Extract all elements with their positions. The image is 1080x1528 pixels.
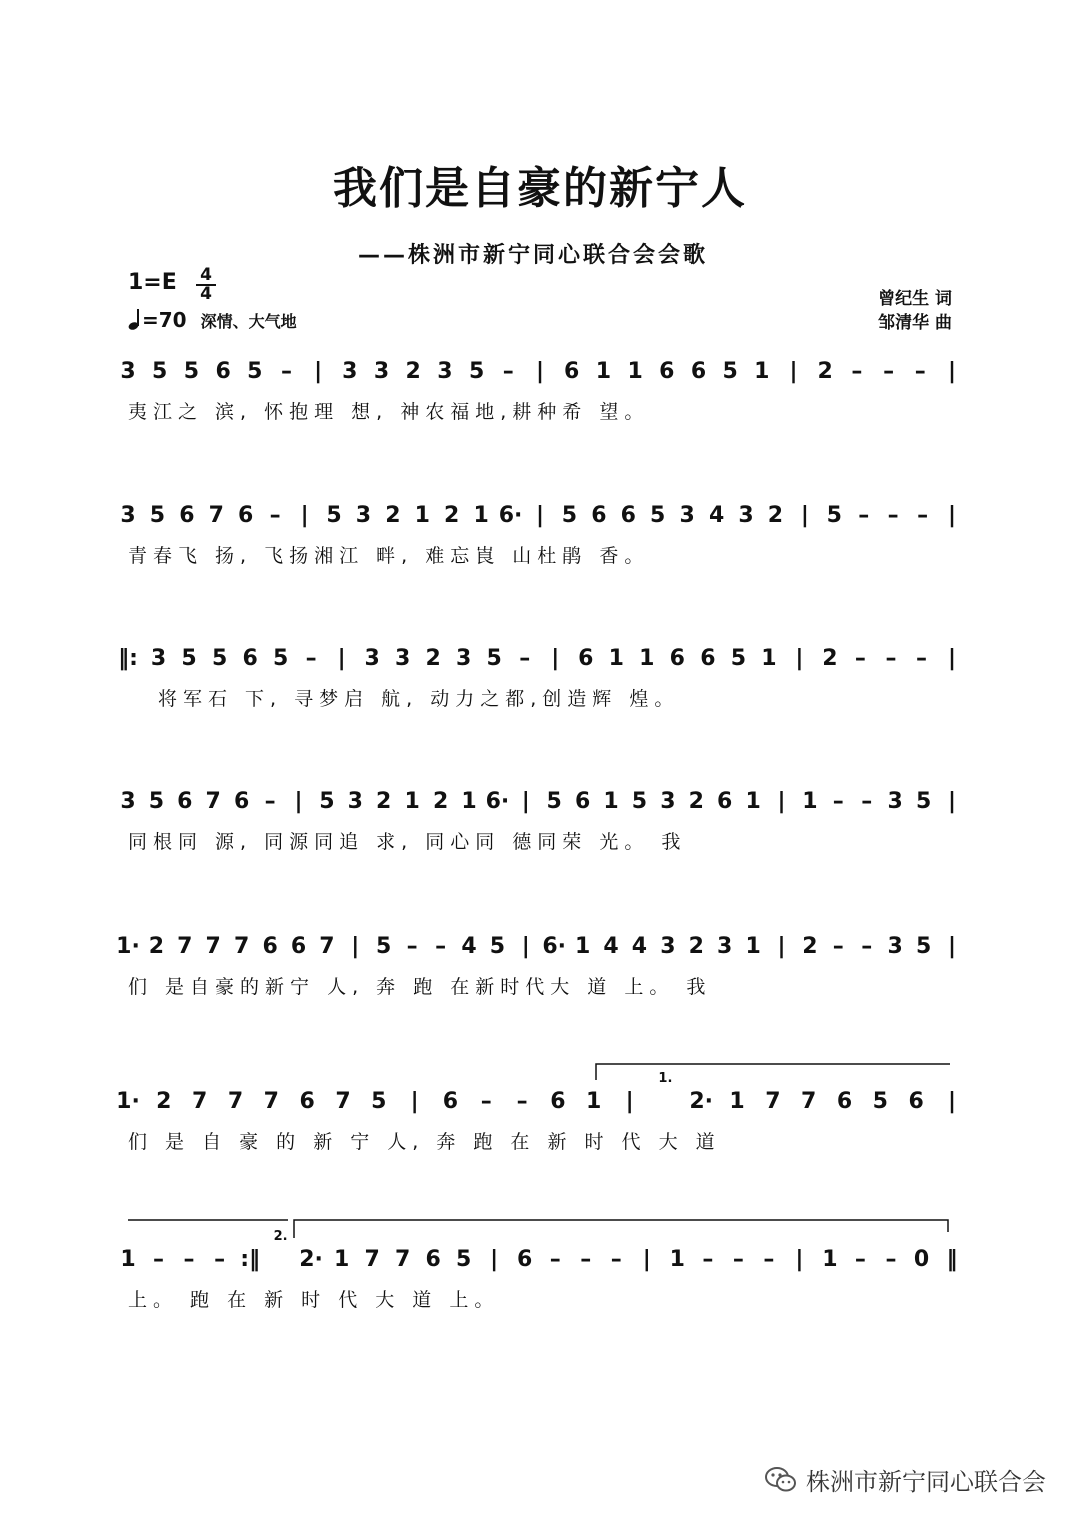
note: 7 [208,503,224,528]
note: – [610,1247,622,1272]
note: 1 [669,1247,685,1272]
barline: ‖: [118,646,138,671]
note: 1 [754,359,770,384]
note: 6 [700,646,716,671]
barline: | [351,934,360,959]
note: 2 [425,646,441,671]
lyricist-credit: 曾纪生 词 [878,289,952,309]
score-line [118,646,956,710]
note: 5 [181,646,197,671]
note: – [917,503,929,528]
note: – [305,646,317,671]
score-line [116,1071,956,1153]
note: 5 [872,1089,888,1114]
note: 5 [376,934,392,959]
note: 1 [802,789,818,814]
score-line [116,934,956,998]
key-signature: 1=E [128,270,177,295]
barline: ‖ [946,1247,958,1272]
note: 2 [688,934,704,959]
note: – [885,646,897,671]
barline: | [337,646,346,671]
score-line [120,789,956,853]
barline: | [789,359,798,384]
lyric-line: 们 是自豪的新宁 人, 奔 跑 在新时代大 道 上。 我 [128,976,712,998]
note: 5 [247,359,263,384]
note: 7 [765,1089,781,1114]
wechat-icon [764,1465,798,1495]
note: – [153,1247,164,1272]
note: 7 [335,1089,351,1114]
note: 2 [148,934,165,959]
barline: | [535,503,545,528]
note: 1 [461,789,477,814]
note: 5 [486,646,502,671]
note-row [120,359,956,384]
note: 5 [489,934,506,959]
note: – [406,934,418,959]
note: – [885,1247,897,1272]
note: 3 [120,503,136,528]
note: – [883,359,895,384]
lyric-line: 夷江之 滨, 怀抱理 想, 神农福地,耕种希 望。 [128,401,650,423]
note: 2 [376,789,392,814]
note: 1· [116,1089,140,1114]
note: 5 [148,789,165,814]
note: 3 [373,359,390,384]
note: – [281,359,292,384]
note: 4 [461,934,477,959]
note: 2· [299,1247,323,1272]
note: 1 [414,503,430,528]
note: 5 [826,503,842,528]
note: 1 [473,503,489,528]
note: 4 [708,503,725,528]
note: 2 [802,934,818,959]
note-row [120,789,956,814]
note: 3 [660,789,676,814]
lyric-row [158,688,679,710]
volta-number: 2. [273,1229,288,1244]
tempo-expression: 深情、大气地 [200,312,297,331]
note: 1 [639,646,655,671]
note: 1 [120,1247,136,1272]
lyric-line: 同根同 源, 同源同追 求, 同心同 德同荣 光。 我 [128,831,687,853]
note: 2 [405,359,421,384]
lyric-row [128,400,649,423]
score-line [120,359,956,423]
lyric-row [128,831,686,853]
note: 6 [262,934,278,959]
note: 6 [578,646,594,671]
barline: | [300,503,309,528]
note: 5 [183,359,200,384]
barline: | [642,1247,651,1272]
barline: | [947,503,957,528]
note: – [214,1247,226,1272]
note: 5 [561,503,578,528]
note: 1 [404,789,420,814]
barline: | [947,359,957,384]
note: 6 [242,646,258,671]
note: – [519,646,531,671]
note: 3 [364,646,380,671]
note: 3 [717,934,733,959]
barline: | [800,503,809,528]
note: 5 [326,503,342,528]
note: 4 [631,934,648,959]
note: 5 [722,359,738,384]
note: 7 [205,934,221,959]
score-line [120,1229,957,1311]
score-lines [116,359,957,1311]
page-subtitle: ——株洲市新宁同心联合会会歌 [358,243,709,268]
barline: | [625,1089,634,1114]
note: 2 [767,503,784,528]
note: 1 [608,646,624,671]
note: 6· [542,934,567,959]
note: 6 [690,359,707,384]
note: 3 [355,503,372,528]
note: 1 [333,1247,350,1272]
note: – [435,934,447,959]
note: – [183,1247,195,1272]
note: 2 [385,503,401,528]
note: – [832,934,844,959]
note: 5 [650,503,666,528]
note: – [502,359,514,384]
barline: :‖ [240,1247,261,1272]
note: 6 [564,359,580,384]
note: 6 [591,503,607,528]
note: 6 [290,934,307,959]
barline: | [521,934,530,959]
note: 3 [679,503,695,528]
volta-number: 1. [658,1071,673,1086]
barline: | [551,646,560,671]
note-row [120,503,956,528]
note: 6 [177,789,193,814]
note: 3 [120,359,136,384]
note: – [861,934,873,959]
note: – [580,1247,592,1272]
tempo-value: =70 [142,308,187,332]
barline: | [947,1089,957,1114]
note: – [516,1089,528,1114]
note: 6 [620,503,636,528]
note: 7 [234,934,250,959]
score-line [120,503,956,567]
lyric-row [128,976,711,998]
barline: | [777,789,786,814]
note: 5 [319,789,335,814]
note: – [832,789,844,814]
barline: | [795,646,804,671]
note: – [861,789,873,814]
time-signature-top: 4 [200,265,212,285]
note: 7 [177,934,193,959]
note: – [702,1247,714,1272]
note: 6 [215,359,231,384]
note: – [851,359,863,384]
watermark [764,1462,1046,1497]
note: – [264,789,276,814]
barline: | [521,789,530,814]
lyric-line: 上。 跑 在 新 时 代 大 道 上。 [128,1289,500,1311]
note: 1 [603,789,619,814]
note: 6 [425,1247,441,1272]
note: 3 [887,934,903,959]
note: 2 [432,789,449,814]
note: – [914,359,926,384]
note: 3 [150,646,167,671]
note: 6· [485,789,510,814]
note: 1· [116,934,140,959]
note: 7 [227,1089,244,1114]
note: 2 [444,503,460,528]
note: 6 [836,1089,853,1114]
note: 7 [263,1089,279,1114]
note: – [854,646,866,671]
note: 5 [915,789,932,814]
note: 5 [371,1089,387,1114]
lyric-line: 青春飞 扬, 飞扬湘江 畔, 难忘崀 山杜鹃 香。 [128,545,650,567]
note: 5 [272,646,289,671]
note: 7 [364,1247,380,1272]
note: 6· [498,503,523,528]
lyric-line: 将军石 下, 寻梦启 航, 动力之都,创造辉 煌。 [158,688,680,710]
note: – [732,1247,744,1272]
note: 7 [205,789,221,814]
note: 3 [456,646,472,671]
lyric-row [128,1131,721,1153]
barline: | [795,1247,804,1272]
barline: | [535,359,545,384]
note: 2 [156,1089,172,1114]
barline: | [410,1089,419,1114]
note: 5 [546,789,562,814]
note: – [480,1089,492,1114]
note: 3 [120,789,136,814]
barline: | [777,934,786,959]
note-row [116,1071,956,1114]
barline: | [947,934,957,959]
note: 1 [595,359,612,384]
note: 5 [468,359,485,384]
note: 1 [745,789,761,814]
watermark-text: 株洲市新宁同心联合会 [806,1468,1046,1496]
barline: | [294,789,303,814]
note-row [120,1229,957,1272]
note: 2 [822,646,838,671]
note: 2· [689,1089,714,1114]
note: 2 [688,789,704,814]
note: 0 [913,1247,930,1272]
note: 1 [729,1089,745,1114]
barline: | [490,1247,499,1272]
barline: | [947,789,957,814]
note: 3 [347,789,363,814]
note: 6 [299,1089,315,1114]
note: 6 [238,503,254,528]
note: – [887,503,899,528]
note: 1 [574,934,591,959]
note: 5 [152,359,168,384]
note: 5 [631,789,648,814]
note: – [916,646,927,671]
note: 3 [738,503,754,528]
lyric-row [128,1289,499,1311]
note: 1 [745,934,761,959]
page-title: 我们是自豪的新宁人 [333,163,747,214]
note: 3 [342,359,358,384]
note: – [763,1247,775,1272]
note: 1 [586,1089,602,1114]
note: 1 [761,646,777,671]
note: 5 [456,1247,472,1272]
note: 6 [717,789,733,814]
note: – [269,503,281,528]
note: 4 [603,934,619,959]
note: 7 [319,934,335,959]
note: 3 [887,789,903,814]
note: 6 [574,789,591,814]
barline: | [947,646,957,671]
note: – [549,1247,561,1272]
lyric-row [128,545,649,567]
note: 3 [437,359,453,384]
note: – [854,1247,866,1272]
note: 2 [817,359,833,384]
note: 6 [234,789,250,814]
note: 5 [211,646,228,671]
note: 6 [179,503,195,528]
volta-bracket-1 [596,1064,950,1080]
note-row [116,934,956,959]
note: 5 [149,503,166,528]
note: 5 [915,934,932,959]
note: 7 [395,1247,411,1272]
note: 5 [730,646,747,671]
note: 7 [801,1089,817,1114]
note: 3 [395,646,411,671]
note: 1 [627,359,643,384]
note: 6 [908,1089,924,1114]
note: 6 [442,1089,459,1114]
note-row [118,646,956,671]
barline: | [314,359,323,384]
note: 6 [517,1247,533,1272]
note: 6 [659,359,675,384]
note: – [858,503,870,528]
lyric-line: 们 是 自 豪 的 新 宁 人, 奔 跑 在 新 时 代 大 道 [128,1131,721,1153]
note: 3 [660,934,676,959]
note: 7 [192,1089,208,1114]
volta-bracket-2 [128,1220,948,1238]
note: 6 [669,646,685,671]
note: 6 [550,1089,566,1114]
time-signature-bottom: 4 [200,284,212,304]
note: 1 [822,1247,838,1272]
composer-credit: 邹清华 曲 [878,313,952,333]
